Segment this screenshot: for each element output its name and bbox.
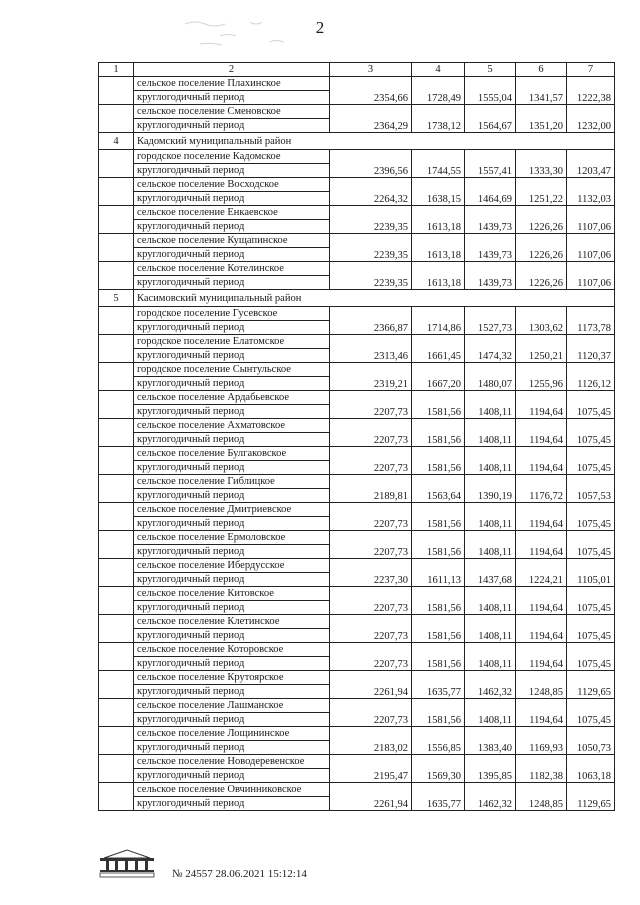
row-number-cell: [99, 671, 134, 699]
header-cell: 2: [134, 63, 330, 77]
value-cell: 1581,56: [412, 615, 465, 643]
settlement-cell: [134, 727, 330, 755]
period-label: круглогодичный период: [134, 488, 329, 502]
value-cell: 1390,19: [465, 475, 516, 503]
value-cell: 1557,41: [465, 150, 516, 178]
header-cell: 7: [567, 63, 615, 77]
value-cell: 1638,15: [412, 178, 465, 206]
row-number-cell: [99, 391, 134, 419]
settlement-name: сельское поселение Лощининское: [137, 728, 290, 739]
row-number-cell: [99, 206, 134, 234]
value-cell: 1728,49: [412, 77, 465, 105]
settlement-cell: [134, 262, 330, 290]
value-cell: 2239,35: [330, 234, 412, 262]
value-cell: 1563,64: [412, 475, 465, 503]
period-label: круглогодичный период: [134, 376, 329, 390]
settlement-row: [99, 178, 615, 206]
value-cell: 2239,35: [330, 206, 412, 234]
value-cell: 1194,64: [516, 503, 567, 531]
settlement-cell: [134, 234, 330, 262]
value-cell: 1255,96: [516, 363, 567, 391]
settlement-cell: [134, 335, 330, 363]
value-cell: 1132,03: [567, 178, 615, 206]
settlement-name: сельское поселение Ермоловское: [137, 532, 286, 543]
value-cell: 1107,06: [567, 262, 615, 290]
value-cell: 1194,64: [516, 391, 567, 419]
settlement-row: [99, 234, 615, 262]
value-cell: 1613,18: [412, 206, 465, 234]
value-cell: 1408,11: [465, 447, 516, 475]
settlement-cell: [134, 503, 330, 531]
value-cell: 1107,06: [567, 234, 615, 262]
row-number-cell: [99, 615, 134, 643]
settlement-row: [99, 105, 615, 133]
value-cell: 2207,73: [330, 531, 412, 559]
value-cell: 1107,06: [567, 206, 615, 234]
value-cell: 1126,12: [567, 363, 615, 391]
settlement-cell: [134, 77, 330, 105]
settlement-row: [99, 262, 615, 290]
settlement-name: сельское поселение Енкаевское: [137, 207, 278, 218]
value-cell: 1075,45: [567, 643, 615, 671]
value-cell: 1408,11: [465, 699, 516, 727]
settlement-row: [99, 475, 615, 503]
period-label: круглогодичный период: [134, 712, 329, 726]
value-cell: 1129,65: [567, 671, 615, 699]
value-cell: 1439,73: [465, 262, 516, 290]
value-cell: 1408,11: [465, 531, 516, 559]
tariff-table: [98, 62, 615, 811]
header-cell: 4: [412, 63, 465, 77]
value-cell: 1408,11: [465, 391, 516, 419]
period-label: круглогодичный период: [134, 163, 329, 177]
value-cell: 1182,38: [516, 755, 567, 783]
period-label: круглогодичный период: [134, 740, 329, 754]
row-number-cell: [99, 503, 134, 531]
value-cell: 2207,73: [330, 503, 412, 531]
header-row: [99, 63, 615, 77]
value-cell: 1222,38: [567, 77, 615, 105]
value-cell: 1075,45: [567, 503, 615, 531]
value-cell: 1203,47: [567, 150, 615, 178]
settlement-row: [99, 615, 615, 643]
row-number-cell: [99, 262, 134, 290]
settlement-row: [99, 447, 615, 475]
value-cell: 1581,56: [412, 587, 465, 615]
value-cell: 1714,86: [412, 307, 465, 335]
row-number-cell: [99, 77, 134, 105]
settlement-row: [99, 307, 615, 335]
page-number: 2: [315, 18, 325, 37]
value-cell: 1439,73: [465, 206, 516, 234]
settlement-cell: [134, 419, 330, 447]
region-name: Кадомский муниципальный район: [134, 133, 615, 150]
value-cell: 1194,64: [516, 531, 567, 559]
period-label: круглогодичный период: [134, 684, 329, 698]
period-label: круглогодичный период: [134, 600, 329, 614]
value-cell: 1303,62: [516, 307, 567, 335]
settlement-cell: [134, 783, 330, 811]
header-cell: 3: [330, 63, 412, 77]
period-label: круглогодичный период: [134, 404, 329, 418]
value-cell: 1120,37: [567, 335, 615, 363]
value-cell: 2207,73: [330, 643, 412, 671]
value-cell: 1226,26: [516, 234, 567, 262]
row-number-cell: [99, 447, 134, 475]
value-cell: 1555,04: [465, 77, 516, 105]
value-cell: 1738,12: [412, 105, 465, 133]
header-cell: 1: [99, 63, 134, 77]
settlement-row: [99, 559, 615, 587]
period-label: круглогодичный период: [134, 516, 329, 530]
value-cell: 1075,45: [567, 699, 615, 727]
value-cell: 1063,18: [567, 755, 615, 783]
region-name: Касимовский муниципальный район: [134, 290, 615, 307]
value-cell: 1194,64: [516, 699, 567, 727]
value-cell: 1527,73: [465, 307, 516, 335]
settlement-name: сельское поселение Дмитриевское: [137, 504, 292, 515]
value-cell: 1581,56: [412, 643, 465, 671]
settlement-row: [99, 419, 615, 447]
settlement-cell: [134, 105, 330, 133]
value-cell: 1581,56: [412, 503, 465, 531]
value-cell: 2366,87: [330, 307, 412, 335]
value-cell: 1075,45: [567, 531, 615, 559]
settlement-name: сельское поселение Овчинниковское: [137, 784, 302, 795]
settlement-name: сельское поселение Ахматовское: [137, 420, 286, 431]
settlement-row: [99, 335, 615, 363]
value-cell: 1169,93: [516, 727, 567, 755]
government-building-icon: [98, 848, 156, 878]
value-cell: 1661,45: [412, 335, 465, 363]
region-number: 4: [99, 133, 134, 150]
settlement-row: [99, 150, 615, 178]
period-label: круглогодичный период: [134, 320, 329, 334]
settlement-cell: [134, 206, 330, 234]
settlement-row: [99, 783, 615, 811]
period-label: круглогодичный период: [134, 656, 329, 670]
value-cell: 1383,40: [465, 727, 516, 755]
value-cell: 1351,20: [516, 105, 567, 133]
region-row: [99, 290, 615, 307]
value-cell: 2261,94: [330, 783, 412, 811]
settlement-cell: [134, 615, 330, 643]
settlement-name: городское поселение Кадомское: [137, 151, 281, 162]
period-label: круглогодичный период: [134, 90, 329, 104]
period-label: круглогодичный период: [134, 247, 329, 261]
value-cell: 1569,30: [412, 755, 465, 783]
period-label: круглогодичный период: [134, 275, 329, 289]
settlement-cell: [134, 178, 330, 206]
period-label: круглогодичный период: [134, 118, 329, 132]
value-cell: 1395,85: [465, 755, 516, 783]
settlement-name: сельское поселение Булгаковское: [137, 448, 287, 459]
settlement-name: сельское поселение Лашманское: [137, 700, 284, 711]
header-cell: 6: [516, 63, 567, 77]
settlement-cell: [134, 671, 330, 699]
value-cell: 1474,32: [465, 335, 516, 363]
value-cell: 2319,21: [330, 363, 412, 391]
value-cell: 1744,55: [412, 150, 465, 178]
row-number-cell: [99, 643, 134, 671]
value-cell: 1408,11: [465, 419, 516, 447]
settlement-row: [99, 643, 615, 671]
settlement-name: сельское поселение Гиблицкое: [137, 476, 275, 487]
value-cell: 2207,73: [330, 615, 412, 643]
period-label: круглогодичный период: [134, 191, 329, 205]
settlement-name: сельское поселение Которовское: [137, 644, 284, 655]
value-cell: 1581,56: [412, 419, 465, 447]
settlement-cell: [134, 643, 330, 671]
settlement-cell: [134, 559, 330, 587]
settlement-cell: [134, 531, 330, 559]
value-cell: 1462,32: [465, 671, 516, 699]
value-cell: 1226,26: [516, 262, 567, 290]
value-cell: 1556,85: [412, 727, 465, 755]
value-cell: 2239,35: [330, 262, 412, 290]
period-label: круглогодичный период: [134, 544, 329, 558]
value-cell: 1408,11: [465, 643, 516, 671]
value-cell: 2183,02: [330, 727, 412, 755]
settlement-name: сельское поселение Восходское: [137, 179, 279, 190]
value-cell: 1173,78: [567, 307, 615, 335]
settlement-name: сельское поселение Новодеревенское: [137, 756, 305, 767]
period-label: круглогодичный период: [134, 460, 329, 474]
row-number-cell: [99, 307, 134, 335]
value-cell: 1105,01: [567, 559, 615, 587]
settlement-cell: [134, 475, 330, 503]
period-label: круглогодичный период: [134, 628, 329, 642]
value-cell: 1224,21: [516, 559, 567, 587]
settlement-name: сельское поселение Кущапинское: [137, 235, 288, 246]
settlement-row: [99, 587, 615, 615]
value-cell: 1613,18: [412, 234, 465, 262]
value-cell: 1194,64: [516, 615, 567, 643]
row-number-cell: [99, 150, 134, 178]
row-number-cell: [99, 531, 134, 559]
value-cell: 1232,00: [567, 105, 615, 133]
value-cell: 1341,57: [516, 77, 567, 105]
row-number-cell: [99, 475, 134, 503]
settlement-cell: [134, 363, 330, 391]
value-cell: 1250,21: [516, 335, 567, 363]
footer: [98, 848, 518, 888]
settlement-row: [99, 503, 615, 531]
settlement-name: городское поселение Сынтульское: [137, 364, 291, 375]
row-number-cell: [99, 699, 134, 727]
value-cell: 1194,64: [516, 587, 567, 615]
region-number: 5: [99, 290, 134, 307]
value-cell: 2354,66: [330, 77, 412, 105]
settlement-row: [99, 363, 615, 391]
scan-noise-icon: [180, 14, 320, 54]
settlement-name: сельское поселение Ардабьевское: [137, 392, 290, 403]
value-cell: 2396,56: [330, 150, 412, 178]
settlement-name: сельское поселение Сменовское: [137, 106, 281, 117]
settlement-row: [99, 671, 615, 699]
settlement-cell: [134, 307, 330, 335]
value-cell: 1437,68: [465, 559, 516, 587]
value-cell: 1462,32: [465, 783, 516, 811]
value-cell: 1564,67: [465, 105, 516, 133]
value-cell: 1333,30: [516, 150, 567, 178]
settlement-cell: [134, 150, 330, 178]
settlement-row: [99, 206, 615, 234]
row-number-cell: [99, 234, 134, 262]
settlement-row: [99, 531, 615, 559]
period-label: круглогодичный период: [134, 432, 329, 446]
period-label: круглогодичный период: [134, 796, 329, 810]
document-stamp: № 24557 28.06.2021 15:12:14: [172, 868, 307, 880]
row-number-cell: [99, 727, 134, 755]
value-cell: 1057,53: [567, 475, 615, 503]
period-label: круглогодичный период: [134, 572, 329, 586]
value-cell: 1075,45: [567, 419, 615, 447]
value-cell: 1050,73: [567, 727, 615, 755]
value-cell: 2207,73: [330, 447, 412, 475]
settlement-name: сельское поселение Ибердусское: [137, 560, 285, 571]
value-cell: 1408,11: [465, 503, 516, 531]
settlement-row: [99, 77, 615, 105]
settlement-name: сельское поселение Котелинское: [137, 263, 284, 274]
value-cell: 2207,73: [330, 587, 412, 615]
period-label: круглогодичный период: [134, 348, 329, 362]
settlement-cell: [134, 699, 330, 727]
settlement-name: городское поселение Гусевское: [137, 308, 278, 319]
value-cell: 1635,77: [412, 783, 465, 811]
value-cell: 2264,32: [330, 178, 412, 206]
value-cell: 1480,07: [465, 363, 516, 391]
settlement-cell: [134, 391, 330, 419]
value-cell: 2207,73: [330, 419, 412, 447]
value-cell: 1464,69: [465, 178, 516, 206]
value-cell: 1408,11: [465, 615, 516, 643]
value-cell: 2189,81: [330, 475, 412, 503]
value-cell: 1075,45: [567, 615, 615, 643]
value-cell: 1581,56: [412, 447, 465, 475]
row-number-cell: [99, 559, 134, 587]
header-cell: 5: [465, 63, 516, 77]
settlement-name: сельское поселение Крутоярское: [137, 672, 284, 683]
value-cell: 1075,45: [567, 391, 615, 419]
value-cell: 1194,64: [516, 419, 567, 447]
value-cell: 2313,46: [330, 335, 412, 363]
region-row: [99, 133, 615, 150]
value-cell: 1194,64: [516, 447, 567, 475]
row-number-cell: [99, 105, 134, 133]
settlement-name: сельское поселение Клетинское: [137, 616, 280, 627]
settlement-name: сельское поселение Плахинское: [137, 78, 281, 89]
value-cell: 1611,13: [412, 559, 465, 587]
value-cell: 1439,73: [465, 234, 516, 262]
settlement-name: городское поселение Елатомское: [137, 336, 285, 347]
value-cell: 2364,29: [330, 105, 412, 133]
value-cell: 2195,47: [330, 755, 412, 783]
settlement-cell: [134, 587, 330, 615]
value-cell: 2261,94: [330, 671, 412, 699]
row-number-cell: [99, 755, 134, 783]
row-number-cell: [99, 419, 134, 447]
period-label: круглогодичный период: [134, 219, 329, 233]
value-cell: 1248,85: [516, 783, 567, 811]
value-cell: 1408,11: [465, 587, 516, 615]
value-cell: 1667,20: [412, 363, 465, 391]
value-cell: 1251,22: [516, 178, 567, 206]
row-number-cell: [99, 363, 134, 391]
settlement-row: [99, 699, 615, 727]
settlement-row: [99, 755, 615, 783]
settlement-cell: [134, 447, 330, 475]
value-cell: 1248,85: [516, 671, 567, 699]
value-cell: 2207,73: [330, 391, 412, 419]
value-cell: 1581,56: [412, 391, 465, 419]
value-cell: 1075,45: [567, 447, 615, 475]
period-label: круглогодичный период: [134, 768, 329, 782]
settlement-cell: [134, 755, 330, 783]
settlement-row: [99, 391, 615, 419]
row-number-cell: [99, 178, 134, 206]
row-number-cell: [99, 335, 134, 363]
value-cell: 1176,72: [516, 475, 567, 503]
value-cell: 1613,18: [412, 262, 465, 290]
value-cell: 1635,77: [412, 671, 465, 699]
value-cell: 1581,56: [412, 699, 465, 727]
value-cell: 2237,30: [330, 559, 412, 587]
value-cell: 1226,26: [516, 206, 567, 234]
value-cell: 1194,64: [516, 643, 567, 671]
value-cell: 2207,73: [330, 699, 412, 727]
value-cell: 1075,45: [567, 587, 615, 615]
row-number-cell: [99, 587, 134, 615]
row-number-cell: [99, 783, 134, 811]
settlement-row: [99, 727, 615, 755]
settlement-name: сельское поселение Китовское: [137, 588, 274, 599]
value-cell: 1581,56: [412, 531, 465, 559]
value-cell: 1129,65: [567, 783, 615, 811]
